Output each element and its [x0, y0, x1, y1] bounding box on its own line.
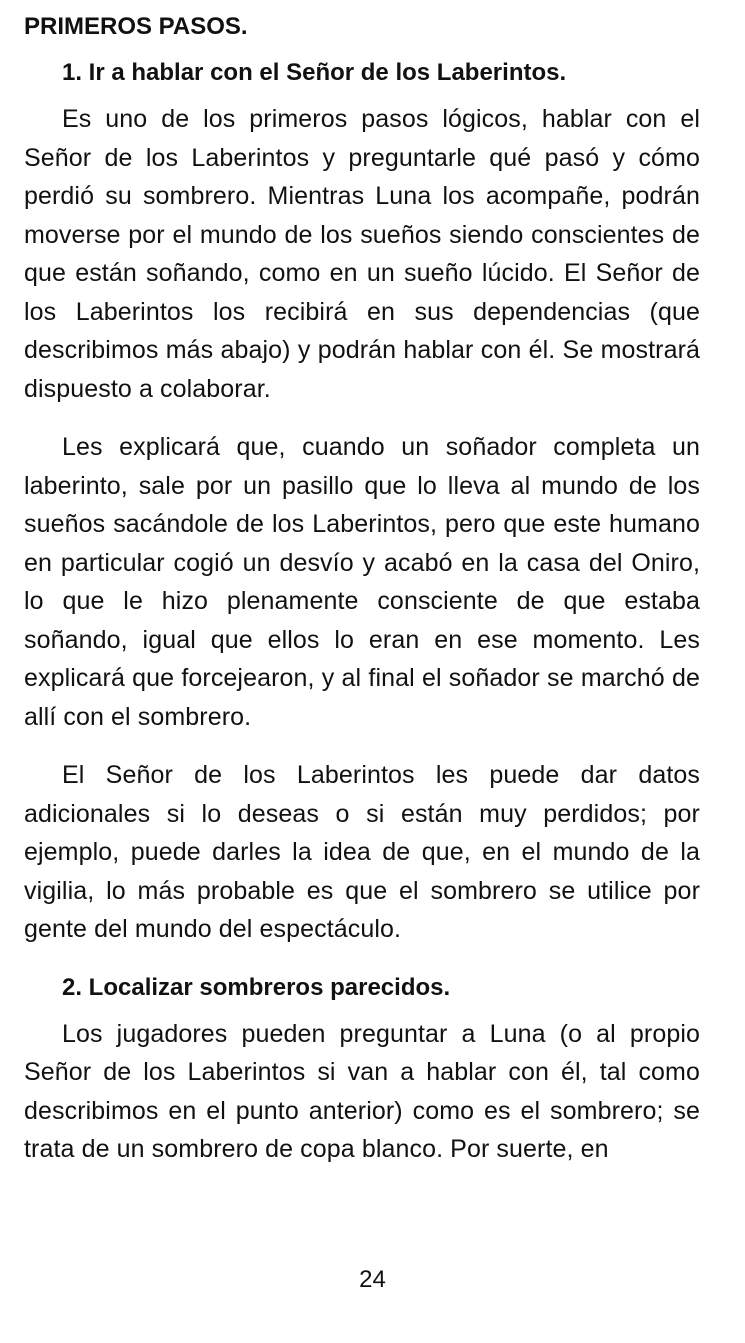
step-1-heading: 1. Ir a hablar con el Señor de los Laberintos.	[62, 59, 567, 86]
paragraph-1: Es uno de los primeros pasos lógicos, hablar con el Señor de los Laberintos y preguntarle qué pasó y cómo perdió su sombrero. Mientras Luna los acompañe, podrán moverse por el mundo de los sueños siendo conscientes de que están soñando, como en un sueño lúcido. El Señor de los Laberintos los recibirá en sus dependencias (que describimos más abajo) y podrán hablar con él. Se mostrará dispuesto a colaborar.	[24, 105, 700, 403]
section-heading: PRIMEROS PASOS.	[24, 13, 248, 40]
step-2-heading: 2. Localizar sombreros parecidos.	[62, 973, 451, 1001]
paragraph-3: El Señor de los Laberintos les puede dar datos adicionales si lo deseas o si están muy perdidos; por ejemplo, puede darles la idea de que, en el mundo de la vigilia, lo más probable es que el sombrero se utilice por gente del mundo del espectáculo.	[24, 761, 700, 943]
page-number: 24	[359, 1266, 386, 1293]
document-page	[24, 8, 700, 1189]
paragraph-4: Los jugadores pueden preguntar a Luna (o al propio Señor de los Laberintos si van a hablar con él, tal como describimos en el punto anterior) como es el sombrero; se trata de un sombrero de copa blanco. Por suerte, en	[24, 1019, 700, 1163]
paragraph-2: Les explicará que, cuando un soñador completa un laberinto, sale por un pasillo que lo lleva al mundo de los sueños sacándole de los Laberintos, pero que este humano en particular cogió un desvío y acabó en la casa del Oniro, lo que le hizo plenamente consciente de que estaba soñando, igual que ellos lo eran en ese momento. Les explicará que forcejearon, y al final el soñador se marchó de allí con el sombrero.	[24, 433, 700, 731]
